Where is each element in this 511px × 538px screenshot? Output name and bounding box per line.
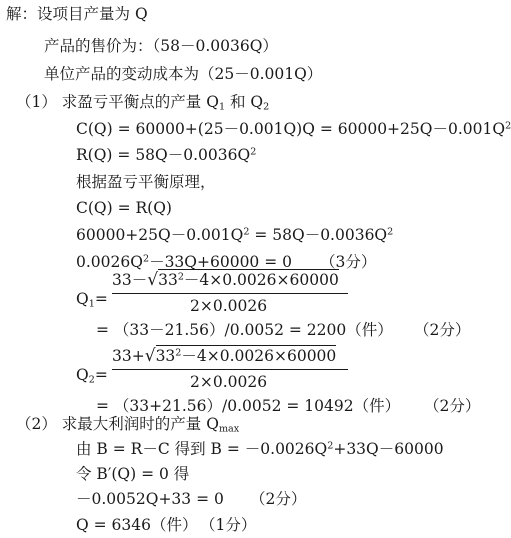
balance-equation: $60000+25Q-0.001Q^2 = 58Q-0.0036Q^2$ bbox=[76, 226, 394, 244]
q1-numerator: $33-√33^2-4\times 0.0026\times 60000$ bbox=[112, 270, 339, 290]
q2-numerator: $33+√33^2-4\times 0.0026\times 60000$ bbox=[112, 346, 337, 366]
final-score: （1分） bbox=[200, 516, 257, 534]
profit-function: 由 B = R－C 得到 $B = -0.0026Q^2+33Q-60000$ bbox=[76, 440, 444, 458]
part1-title: （1） 求盈亏平衡点的产量 $Q_1$ 和 $Q_2$ bbox=[16, 93, 270, 113]
q1-result: = （33－21.56）/0.0052 = 2200（件） bbox=[96, 321, 393, 339]
quadratic-equation: $0.0026Q^2-33Q+60000 = 0$ bbox=[76, 253, 292, 271]
final-value: Q = 6346（件） bbox=[76, 516, 198, 534]
principle-text: 根据盈亏平衡原理， bbox=[76, 173, 216, 191]
q2-score: （2分） bbox=[424, 397, 481, 415]
q2-fraction-bar bbox=[112, 369, 348, 370]
q2-label: $Q_2=$ bbox=[76, 366, 108, 386]
price-line: 产品的售价为：（58－0.0036Q） bbox=[44, 37, 278, 55]
q1-fraction bbox=[112, 270, 352, 318]
derivative-condition: 令 B′(Q) = 0 得 bbox=[76, 465, 190, 483]
q2-denominator: 2×0.0026 bbox=[190, 373, 268, 391]
sqrt-icon: √ bbox=[147, 270, 159, 290]
derivative-equation: －0.0052Q+33 = 0 bbox=[76, 490, 224, 508]
q1-score: （2分） bbox=[414, 321, 471, 339]
solution-label: 解：设项目产量为 Q bbox=[6, 5, 148, 23]
derivative-score: （2分） bbox=[250, 490, 307, 508]
q2-result: = （33+21.56）/0.0052 = 10492（件） bbox=[96, 397, 401, 415]
cost-function: $C(Q) = 60000+(25-0.001Q)Q = 60000+25Q-0.001Q^2$ bbox=[76, 120, 511, 138]
quadratic-score: （3分） bbox=[320, 253, 377, 271]
q1-fraction-bar bbox=[112, 293, 348, 294]
sqrt-icon: √ bbox=[144, 346, 156, 366]
part2-title: （2） 求最大利润时的产量 $Q_{max}$ bbox=[16, 415, 240, 435]
q1-label: $Q_1=$ bbox=[76, 290, 108, 310]
equal-condition: C(Q) = R(Q) bbox=[76, 199, 172, 217]
cost-line: 单位产品的变动成本为（25－0.001Q） bbox=[44, 65, 323, 83]
q2-fraction bbox=[112, 346, 352, 394]
intro-text: 设项目产量为 Q bbox=[37, 5, 148, 23]
q1-denominator: 2×0.0026 bbox=[190, 297, 268, 315]
revenue-function: $R(Q) = 58Q-0.0036Q^2$ bbox=[76, 146, 257, 164]
